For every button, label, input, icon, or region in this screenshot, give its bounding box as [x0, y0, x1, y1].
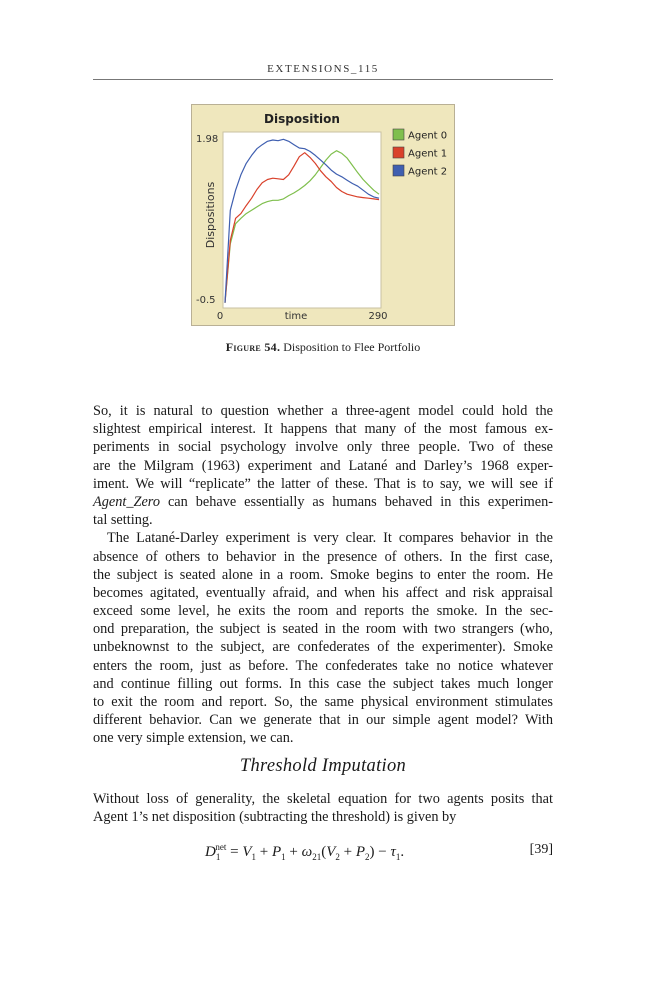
text-line: different behavior. Can we generate that in our simple agent model? With — [93, 712, 553, 729]
text-line: slightest empirical interest. It happens that many of the most famous ex- — [93, 421, 553, 438]
text-line: absence of others to behavior in the presence of others. In the first case, — [93, 548, 553, 565]
figure-caption-text: Disposition to Flee Portfolio — [283, 340, 421, 354]
legend-swatch — [393, 147, 404, 158]
text-line: iment. We will “replicate” the latter of these. That is to say, we will see if — [93, 475, 553, 492]
text-line: tal setting. — [93, 512, 153, 529]
text-line: one very simple extension, we can. — [93, 730, 294, 747]
x-tick-label-max: 290 — [368, 311, 388, 322]
figure-caption — [93, 340, 553, 355]
text-line: periments in social psychology involve only three people. Two of these — [93, 439, 553, 456]
y-axis-label: Dispositions — [204, 181, 217, 249]
running-head: EXTENSIONS_115 — [267, 63, 379, 75]
text-line: enters the room, just as before. The confederates take no notice whatever — [93, 657, 553, 674]
figure-caption-label: Figure 54. — [225, 340, 281, 354]
text-line: Agent 1’s net disposition (subtracting the threshold) is given by — [93, 809, 457, 826]
text-line: exceed some level, he exits the room and reports the smoke. In the sec- — [93, 603, 553, 620]
equation-number: [39] — [529, 842, 553, 857]
header-rule — [93, 79, 553, 80]
legend-swatch — [393, 165, 404, 176]
body-text-top — [93, 402, 553, 748]
text-line: Without loss of generality, the skeletal equation for two agents posits that — [93, 791, 553, 807]
text-line: and continue filling out forms. In this case the subject takes much longer — [93, 675, 553, 692]
chart-svg — [192, 105, 454, 325]
text-line: The Latané-Darley experiment is very clear. It compares behavior in the — [107, 530, 553, 547]
y-tick-label-min: -0.5 — [196, 295, 216, 306]
text-line: unbeknownst to the subject, are confederates of the experimenter). Smoke — [93, 639, 553, 656]
chart-title: Disposition — [264, 112, 340, 126]
figure-chart — [191, 104, 455, 326]
agent-zero-term: Agent_Zero — [93, 493, 160, 510]
legend — [393, 129, 447, 178]
text-line: the subject is seated alone in a room. Smoke begins to enter the room. He — [93, 566, 553, 583]
equation-39 — [93, 842, 553, 866]
x-axis-label: time — [284, 311, 308, 322]
legend-label: Agent 1 — [408, 148, 448, 160]
legend-label: Agent 2 — [408, 166, 448, 178]
equation-body: $D_1^{net} = V_1 + P_1 + \omega_{21}(V_2 + P_2) - \tau_1$. — [205, 842, 405, 862]
text-line: are the Milgram (1963) experiment and Latané and Darley’s 1968 exper- — [93, 457, 553, 474]
legend-label: Agent 0 — [408, 130, 448, 142]
y-tick-label-max: 1.98 — [196, 134, 219, 145]
text-line: becomes agitated, eventually afraid, and when his affect and risk appraisal — [93, 584, 553, 601]
text-line: So, it is natural to question whether a three-agent model could hold the — [93, 403, 553, 419]
x-tick-label-min: 0 — [216, 311, 224, 322]
text-line-with-agent-zero — [93, 493, 553, 511]
text-line-rest: can behave essentially as humans behaved in this experimen- — [167, 493, 554, 510]
text-line: to exit the room and report. So, the same physical environment stimulates — [93, 694, 553, 710]
section-heading: Threshold Imputation — [239, 756, 407, 776]
text-line: ond preparation, the subject is seated in the room with two strangers (who, — [93, 621, 553, 638]
plot-area — [223, 132, 381, 308]
legend-swatch — [393, 129, 404, 140]
body-text-bottom — [93, 790, 553, 826]
